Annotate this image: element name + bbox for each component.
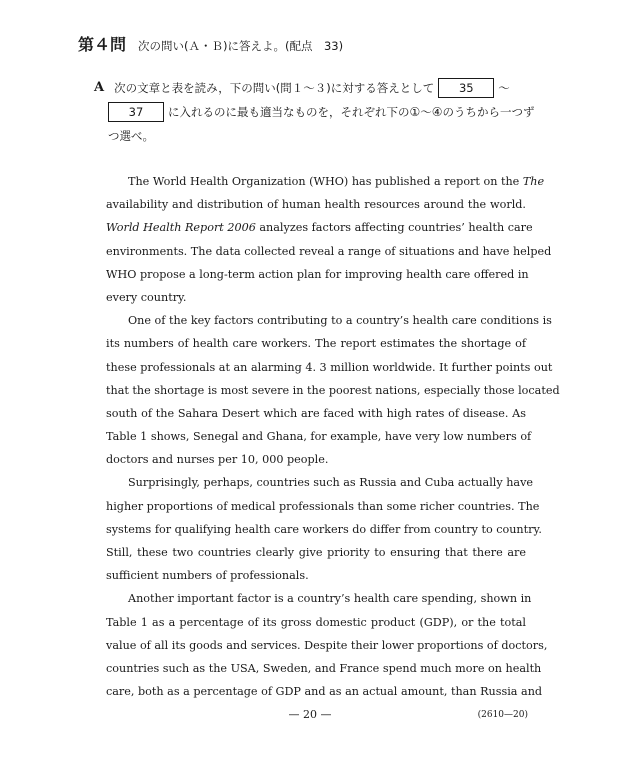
paragraph-line: higher proportions of medical professionals than some richer countries. The xyxy=(106,499,540,513)
italic-title: World Health Report 2006 xyxy=(106,221,256,235)
section-a-line-1 xyxy=(94,76,544,100)
paragraph-line: south of the Sahara Desert which are faced with high rates of disease. As xyxy=(106,406,526,420)
page-footer xyxy=(0,708,620,728)
paragraph-line: WHO propose a long-term action plan for improving health care offered in xyxy=(106,267,529,281)
section-a-instructions xyxy=(94,76,544,148)
passage xyxy=(106,170,560,703)
section-a-text-2: に入れるのに最も適当なものを，それぞれ下の xyxy=(168,105,410,119)
paragraph-line: availability and distribution of human health resources around the world. xyxy=(106,198,526,212)
paragraph-line: Table 1 shows, Senegal and Ghana, for example, have very low numbers of xyxy=(106,430,532,444)
paragraph-line xyxy=(106,216,533,239)
paragraph-line: its numbers of health care workers. The report estimates the shortage of xyxy=(106,337,526,351)
circled-number-1: ① xyxy=(409,105,421,119)
paragraph-4 xyxy=(106,587,548,703)
circled-number-4: ④ xyxy=(431,105,443,119)
section-a-line-2 xyxy=(94,100,544,124)
line-text: The World Health Organization (WHO) has published a report on the xyxy=(128,175,520,188)
italic-title-start: The xyxy=(522,175,545,188)
paragraph-line: every country. xyxy=(106,290,187,304)
question-instruction: 次の問い(Ａ・Ｂ)に答えよ。(配点 33) xyxy=(138,39,344,53)
paragraph-line: Still, these two countries clearly give priority to ensuring that there are xyxy=(106,546,526,559)
paragraph-line: Surprisingly, perhaps, countries such as Russia and Cuba actually have xyxy=(128,476,534,490)
line-text: analyzes factors affecting countries’ health care xyxy=(259,221,533,235)
paragraph-line: One of the key factors contributing to a country’s health care conditions is xyxy=(128,314,552,328)
exam-code: (2610—20) xyxy=(477,710,528,720)
paragraph-line: value of all its goods and services. Despite their lower proportions of doctors, xyxy=(106,638,548,652)
paragraph-2 xyxy=(106,309,560,471)
page-number: — 20 — xyxy=(288,708,332,721)
question-header xyxy=(78,32,598,54)
section-a-line-3 xyxy=(94,124,544,148)
paragraph-line: environments. The data collected reveal a range of situations and have helped xyxy=(106,244,552,258)
answer-box-37: 37 xyxy=(108,102,164,122)
section-a-text-1: 次の文章と表を読み，下の問い(問１～３)に対する答えとして xyxy=(114,81,435,95)
paragraph-line: that the shortage is most severe in the poorest nations, especially those located xyxy=(106,383,560,397)
range-tilde: ～ xyxy=(420,105,432,119)
section-a-text-3: つ選べ。 xyxy=(108,129,154,143)
paragraph-1 xyxy=(106,170,552,309)
paragraph-line: systems for qualifying health care workers do differ from country to country. xyxy=(106,522,542,536)
section-a-text-2-tail: のうちから一つず xyxy=(442,105,535,119)
paragraph-line: these professionals at an alarming 4. 3 million worldwide. It further points out xyxy=(106,360,553,374)
paragraph-line: sufficient numbers of professionals. xyxy=(106,569,309,583)
paragraph-line: Table 1 as a percentage of its gross domestic product (GDP), or the total xyxy=(106,615,526,629)
section-a-tilde: ～ xyxy=(498,81,510,95)
paragraph-line: countries such as the USA, Sweden, and France spend much more on health xyxy=(106,661,542,675)
answer-box-35: 35 xyxy=(438,78,494,98)
paragraph-line: Another important factor is a country’s health care spending, shown in xyxy=(128,592,532,606)
paragraph-3 xyxy=(106,471,542,587)
paragraph-line xyxy=(106,170,545,193)
paragraph-line: doctors and nurses per 10, 000 people. xyxy=(106,453,329,467)
section-letter: A xyxy=(94,80,105,95)
question-number: 第４問 xyxy=(78,35,127,54)
paragraph-line: care, both as a percentage of GDP and as an actual amount, than Russia and xyxy=(106,685,543,699)
